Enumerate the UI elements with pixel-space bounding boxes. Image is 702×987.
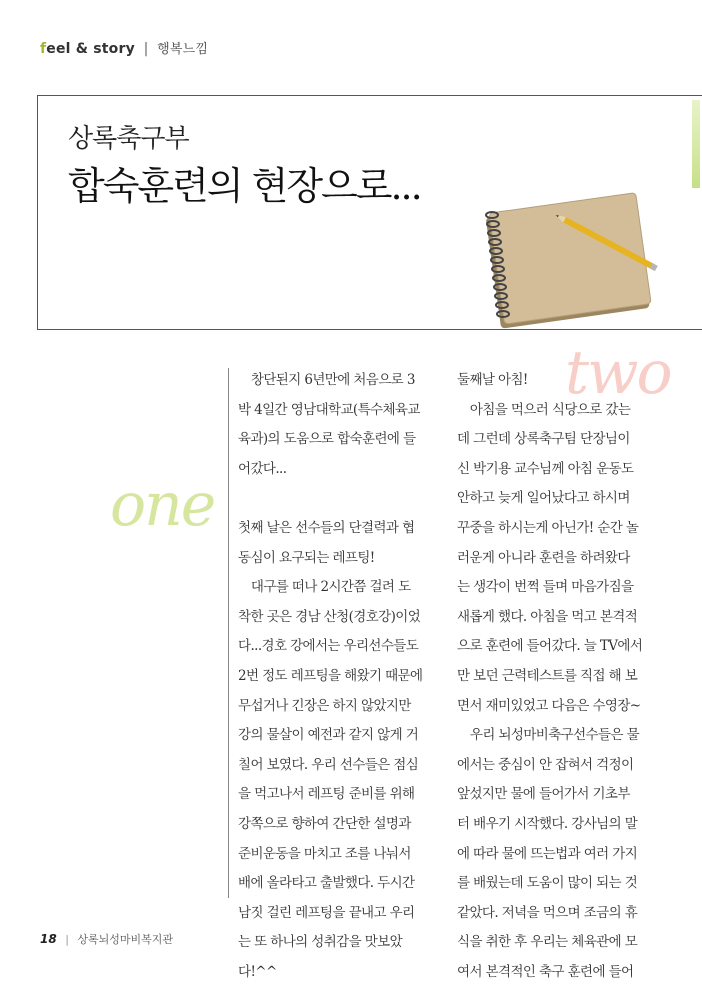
text-line: 새롭게 했다. 아침을 먹고 본격적: [457, 608, 638, 625]
text-line: 는 또 하나의 성취감을 맛보았: [238, 934, 403, 951]
text-line: 2번 정도 레프팅을 해왔기 때문에: [238, 667, 423, 684]
text-line: 안하고 늦게 일어났다고 하시며: [457, 490, 630, 507]
publication-name: 상록뇌성마비복지관: [77, 933, 174, 946]
text-line: 강의 물살이 예전과 같지 않게 거: [238, 727, 419, 744]
text-line: 데 그런데 상록축구팀 단장님이: [457, 431, 630, 448]
text-line: 에 따라 물에 뜨는법과 여러 가지: [457, 845, 638, 862]
text-line: 대구를 떠나 2시간쯤 걸려 도: [238, 579, 411, 596]
text-line: 신 박기용 교수님께 아침 운동도: [457, 460, 634, 477]
section-title: 행복느낌: [157, 42, 209, 57]
article-headline: 합숙훈련의 현장으로...: [68, 164, 421, 208]
text-line: 를 배웠는데 도움이 많이 되는 것: [457, 875, 638, 892]
text-line: 을 먹고나서 레프팅 준비를 위해: [238, 786, 415, 803]
text-line: [238, 484, 448, 514]
text-line: 착한 곳은 경남 산청(경호강)이었: [238, 608, 421, 625]
article-kicker: 상록축구부: [68, 124, 189, 154]
notebook-pencil-illustration: [470, 185, 690, 330]
brand-initial: f: [40, 41, 47, 57]
text-line: 면서 재미있었고 다음은 수영장~: [457, 697, 641, 714]
decorative-word-one: one: [110, 470, 215, 540]
text-line: 다!^^: [238, 963, 277, 980]
footer-separator: |: [65, 933, 69, 946]
text-line: 우리 뇌성마비축구선수들은 물: [457, 727, 640, 744]
text-line: 박 4일간 영남대학교(특수체육교: [238, 401, 420, 418]
text-line: 강쪽으로 향하여 간단한 설명과: [238, 815, 411, 832]
page-number: 18: [40, 932, 57, 946]
decorative-word-two: two: [565, 338, 671, 408]
article-column-2: [457, 366, 672, 987]
header-separator: |: [143, 41, 149, 57]
column-divider: [228, 368, 229, 898]
text-line: 식을 취한 후 우리는 체육관에 모: [457, 934, 638, 951]
accent-stripe: [692, 100, 700, 188]
text-line: 꾸중을 하시는게 아닌가! 순간 놀: [457, 519, 639, 536]
text-line: 칠어 보였다. 우리 선수들은 점심: [238, 756, 419, 773]
text-line: 첫째 날은 선수들의 단결력과 협: [238, 519, 415, 536]
article-column-1: [238, 366, 448, 987]
text-line: 준비운동을 마치고 조를 나눠서: [238, 845, 411, 862]
text-line: 창단된지 6년만에 처음으로 3: [238, 372, 415, 388]
text-line: 만 보던 근력테스트를 직접 해 보: [457, 667, 638, 684]
text-line: 어갔다...: [238, 460, 287, 477]
text-line: 아침을 먹으러 식당으로 갔는: [457, 401, 631, 418]
text-line: 으로 훈련에 들어갔다. 늘 TV에서: [457, 638, 643, 655]
text-line: 동심이 요구되는 레프팅!: [238, 549, 375, 566]
text-line: 같았다. 저녁을 먹으며 조금의 휴: [457, 904, 638, 921]
text-line: 다...경호 강에서는 우리선수들도: [238, 638, 419, 655]
text-line: 둘째날 아침!: [457, 372, 528, 388]
text-line: 앞섰지만 물에 들어가서 기초부: [457, 786, 630, 803]
text-line: 여서 본격적인 축구 훈련에 들어: [457, 963, 634, 980]
text-line: 남짓 걸린 레프팅을 끝내고 우리: [238, 904, 415, 921]
text-line: 러운게 아니라 훈련을 하려왔다: [457, 549, 630, 566]
text-line: 육과)의 도움으로 합숙훈련에 들: [238, 431, 416, 448]
text-line: 배에 올라타고 출발했다. 두시간: [238, 875, 415, 892]
page-footer: [40, 931, 173, 947]
brand-name: eel & story: [46, 41, 135, 57]
text-line: 무섭거나 긴장은 하지 않았지만: [238, 697, 411, 714]
text-line: 에서는 중심이 안 잡혀서 걱정이: [457, 756, 634, 773]
text-line: 는 생각이 번쩍 들며 마음가짐을: [457, 579, 634, 596]
section-header: [40, 38, 208, 57]
text-line: 터 배우기 시작했다. 강사님의 말: [457, 815, 638, 832]
